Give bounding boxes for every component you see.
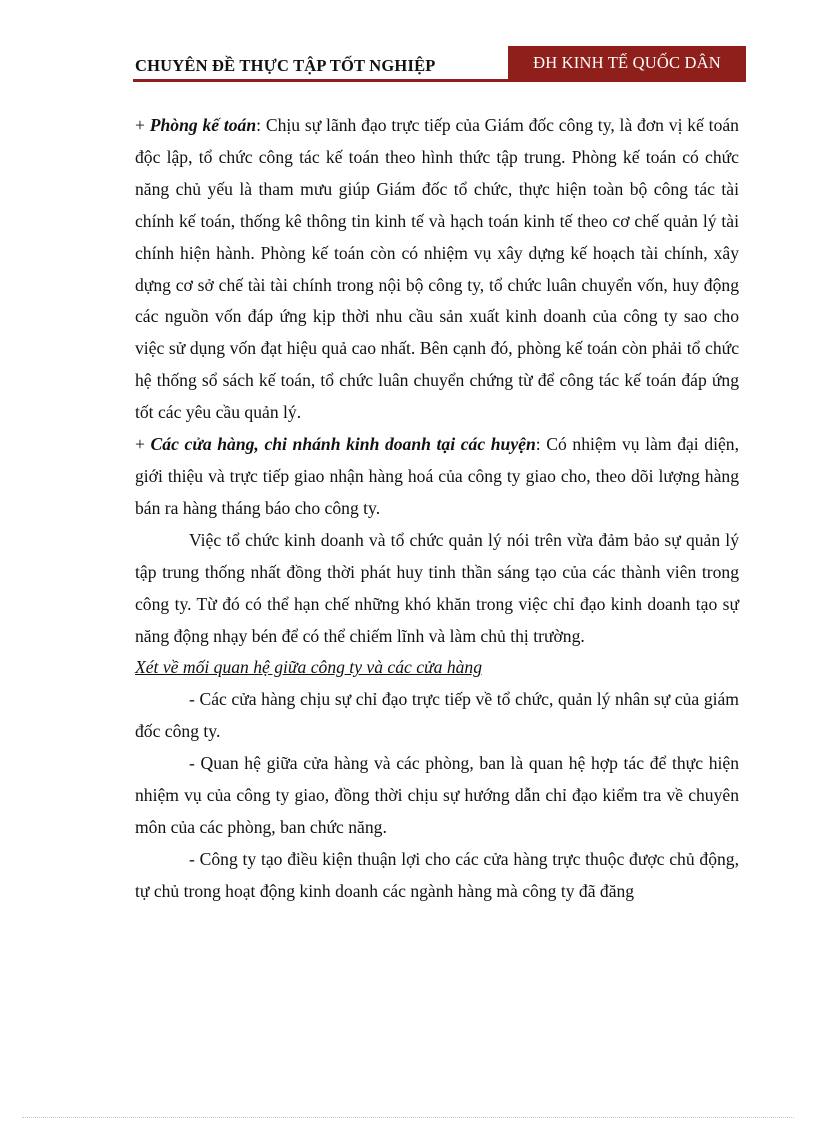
paragraph-text: : Chịu sự lãnh đạo trực tiếp của Giám đốc công ty, là đơn vị kế toán độc lập, tổ chức công tác kế toán theo hình thức tập trung. Phòng kế toán có chức năng chủ yếu là tham mưu giúp Giám đốc tổ chức, thực hiện toàn bộ công tác tài chính kế toán, thống kê thông tin kinh tế và hạch toán kinh tế theo cơ chế quản lý tài chính hiện hành. Phòng kế toán còn có nhiệm vụ xây dựng kế hoạch tài chính, xây dựng cơ sở chế tài tài chính trong nội bộ công ty, tổ chức luân chuyển vốn, huy động các nguồn vốn đáp ứng kịp thời nhu cầu sản xuất kinh doanh của công ty sao cho việc sử dụng vốn đạt hiệu quả cao nhất. Bên cạnh đó, phòng kế toán còn phải tổ chức hệ thống sổ sách kế toán, tổ chức luân chuyển chứng từ để công tác kế toán đáp ứng tốt các yêu cầu quản lý. [135,115,739,423]
footer-divider [22,1117,794,1118]
document-body [135,110,739,908]
paragraph-text: : Có nhiệm vụ làm đại diện, giới thiệu và trực tiếp giao nhận hàng hoá của công ty giao cho, theo dõi lượng hàng bán ra hàng tháng báo cho công ty. [135,434,740,518]
bullet-item: - Công ty tạo điều kiện thuận lợi cho các cửa hàng trực thuộc được chủ động, tự chủ trong hoạt động kinh doanh các ngành hàng mà công ty đã đăng [135,848,739,901]
paragraph-prefix: + [135,115,150,135]
section-heading-text: Xét về mối quan hệ giữa công ty và các cửa hàng [135,657,483,678]
header-right-title: ĐH KINH TẾ QUỐC DÂN [508,46,746,79]
term-branches: Các cửa hàng, chi nhánh kinh doanh tại các huyện [150,434,536,455]
header-left-title: CHUYÊN ĐỀ THỰC TẬP TỐT NGHIỆP [135,56,436,75]
header-divider [133,79,746,82]
bullet-item: - Các cửa hàng chịu sự chỉ đạo trực tiếp về tổ chức, quản lý nhân sự của giám đốc công ty. [135,689,739,742]
paragraph-branches [135,429,739,525]
paragraph-organization: Việc tổ chức kinh doanh và tổ chức quản lý nói trên vừa đảm bảo sự quản lý tập trung thống nhất đồng thời phát huy tinh thần sáng tạo của các thành viên trong công ty. Từ đó có thể hạn chế những khó khăn trong việc chỉ đạo kinh doanh tạo sự năng động nhạy bén để có thể chiếm lĩnh và làm chủ thị trường. [135,529,739,646]
term-accounting-dept: Phòng kế toán [149,115,257,135]
bullet-item: - Quan hệ giữa cửa hàng và các phòng, ban là quan hệ hợp tác để thực hiện nhiệm vụ của công ty giao, đồng thời chịu sự hướng dẫn chỉ đạo kiểm tra về chuyên môn của các phòng, ban chức năng. [135,753,739,837]
section-heading [135,652,739,684]
paragraph-prefix: + [135,434,151,455]
paragraph-accounting-dept [135,110,739,429]
page-header [133,46,746,82]
